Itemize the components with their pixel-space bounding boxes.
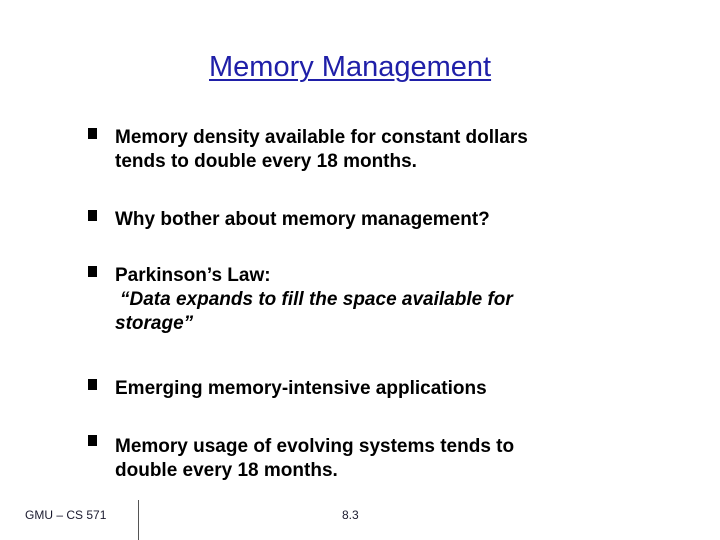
bullet-item-line: Why bother about memory management? [115, 209, 490, 230]
bullet-item-text [115, 377, 487, 401]
bullet-item-line: Memory density available for constant dollars [115, 127, 528, 148]
bullet-item-line: tends to double every 18 months. [115, 151, 417, 172]
footer-page-number: 8.3 [342, 508, 359, 522]
bullet-item-text [115, 264, 513, 336]
square-bullet-icon [88, 266, 97, 277]
bullet-item-line: Parkinson’s Law: [115, 265, 271, 286]
footer-divider [138, 500, 139, 540]
square-bullet-icon [88, 210, 97, 221]
square-bullet-icon [88, 435, 97, 446]
bullet-item-line: Emerging memory-intensive applications [115, 378, 487, 399]
slide-title: Memory Management [209, 51, 492, 83]
footer-course-label: GMU – CS 571 [25, 508, 107, 522]
bullet-item-line: double every 18 months. [115, 460, 338, 481]
bullet-item-line: Memory usage of evolving systems tends to [115, 436, 515, 457]
bullet-item-text [115, 208, 490, 232]
bullet-item-text [115, 435, 514, 483]
bullet-item-text [115, 126, 528, 174]
square-bullet-icon [88, 379, 97, 390]
square-bullet-icon [88, 128, 97, 139]
quote-line: storage” [115, 313, 194, 334]
quote-line: “Data expands to fill the space available for [120, 289, 513, 310]
